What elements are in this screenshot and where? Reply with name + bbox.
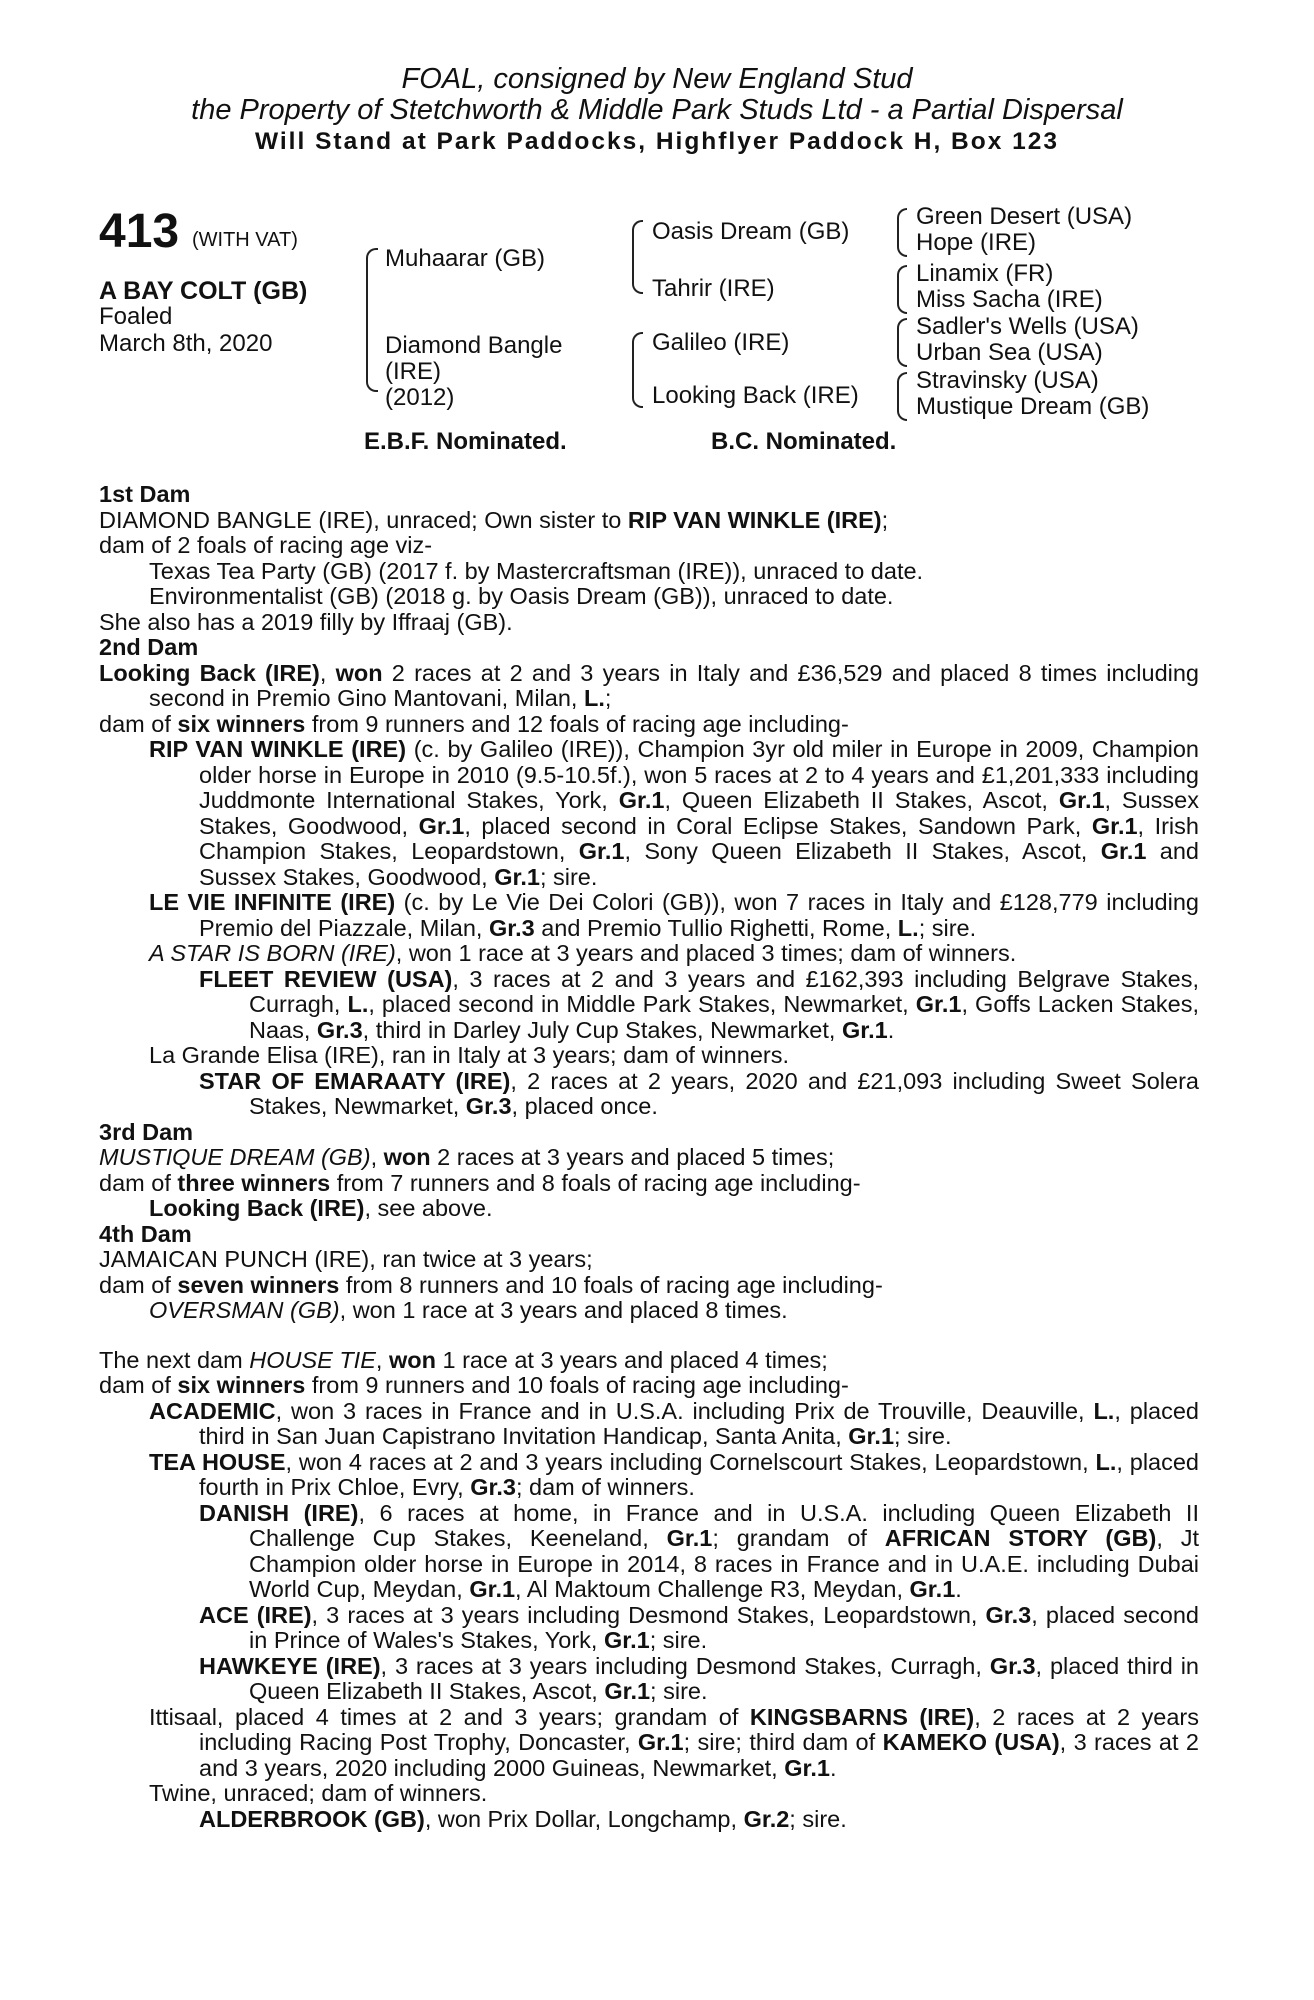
ss-brace (897, 208, 907, 257)
dam-entry: JAMAICAN PUNCH (IRE), ran twice at 3 years; (99, 1246, 593, 1272)
sd-brace (897, 265, 907, 314)
ebf-nominated: E.B.F. Nominated. (364, 428, 567, 455)
stand-line: Will Stand at Park Paddocks, Highflyer Paddock H, Box 123 (254, 128, 1060, 155)
foaled-date: March 8th, 2020 (99, 330, 273, 357)
produce-entry: TEA HOUSE, won 4 races at 2 and 3 years including Cornelscourt Stakes, Leopardstown, L., placed fourth in Prix Chloe, Evry, Gr.3; dam of winners. (149, 1448, 1200, 1500)
sire-name: Muhaarar (GB) (385, 245, 546, 272)
lot-vat: (WITH VAT) (192, 229, 298, 251)
property-line: the Property of Stetchworth & Middle Park Studs Ltd - a Partial Dispersal (191, 94, 1123, 126)
pedigree-body (99, 482, 1199, 1832)
dam-summary: dam of three winners from 7 runners and 8 foals of racing age including- (99, 1169, 861, 1196)
ds-brace (897, 318, 907, 367)
produce-entry: HAWKEYE (IRE), 3 races at 3 years including Desmond Stakes, Curragh, Gr.3, placed third in Queen Elizabeth II Stakes, Ascot, Gr.1; sire. (199, 1652, 1200, 1704)
produce-entry: Twine, unraced; dam of winners. (149, 1780, 488, 1806)
sd-dam: Miss Sacha (IRE) (916, 286, 1103, 313)
dam-name-line3: (2012) (385, 384, 455, 411)
sire-parents-brace (632, 220, 643, 294)
foaled-label: Foaled (99, 303, 173, 330)
dd-dam: Mustique Dream (GB) (916, 393, 1150, 420)
ds-sire: Sadler's Wells (USA) (916, 313, 1139, 340)
section-heading-2nd-dam: 2nd Dam (99, 634, 199, 660)
dam-sire: Galileo (IRE) (652, 329, 790, 356)
dam-summary: dam of seven winners from 8 runners and 10 foals of racing age including- (99, 1271, 883, 1298)
produce-entry: ALDERBROOK (GB), won Prix Dollar, Longchamp, Gr.2; sire. (199, 1805, 847, 1832)
produce-entry: A STAR IS BORN (IRE), won 1 race at 3 years and placed 3 times; dam of winners. (149, 940, 1017, 966)
dam-summary: dam of 2 foals of racing age viz- (99, 532, 433, 558)
section-heading-3rd-dam: 3rd Dam (99, 1118, 194, 1145)
bc-nominated: B.C. Nominated. (711, 428, 897, 455)
produce-entry: OVERSMAN (GB), won 1 race at 3 years and placed 8 times. (149, 1297, 788, 1323)
dam-entry: MUSTIQUE DREAM (GB), won 2 races at 3 years and placed 5 times; (99, 1144, 835, 1170)
produce-entry: Ittisaal, placed 4 times at 2 and 3 years; grandam of KINGSBARNS (IRE), 2 races at 2 years including Racing Post Trophy, Doncaster, Gr.1; sire; third dam of KAMEKO (USA), 3 races at 2 and 3 years, 2020 including 2000 Guineas, Newmarket, Gr.1. (149, 1703, 1199, 1781)
produce-entry: Looking Back (IRE), see above. (149, 1195, 493, 1221)
produce-entry: La Grande Elisa (IRE), ran in Italy at 3 years; dam of winners. (149, 1042, 789, 1068)
section-heading-4th-dam: 4th Dam (99, 1220, 192, 1247)
produce-entry: STAR OF EMARAATY (IRE), 2 races at 2 years, 2020 and £21,093 including Sweet Solera Stakes, Newmarket, Gr.3, placed once. (199, 1067, 1199, 1119)
dd-brace (897, 372, 907, 421)
produce-entry: Environmentalist (GB) (2018 g. by Oasis Dream (GB)), unraced to date. (149, 583, 894, 609)
dam-name-line1: Diamond Bangle (385, 332, 563, 359)
produce-entry: FLEET REVIEW (USA), 3 races at 2 and 3 years and £162,393 including Belgrave Stakes, Curragh, L., placed second in Middle Park Stakes, Newmarket, Gr.1, Goffs Lacken Stakes, Naas, Gr.3, third in Darley July Cup Stakes, Newmarket, Gr.1. (199, 965, 1199, 1043)
section-heading-1st-dam: 1st Dam (99, 481, 191, 507)
sd-sire: Linamix (FR) (916, 260, 1054, 287)
produce-entry: ACE (IRE), 3 races at 3 years including Desmond Stakes, Leopardstown, Gr.3, placed second in Prince of Wales's Stakes, York, Gr.1; sire. (199, 1601, 1199, 1653)
lot-title: A BAY COLT (GB) (99, 277, 308, 305)
sire-sire: Oasis Dream (GB) (652, 218, 850, 245)
dd-sire: Stravinsky (USA) (916, 367, 1099, 394)
dam-entry: Looking Back (IRE), won 2 races at 2 and 3 years in Italy and £36,529 and placed 8 times including second in Premio Gino Mantovani, Milan, L.; (99, 659, 1200, 711)
parents-brace (366, 248, 378, 392)
dam-summary: dam of six winners from 9 runners and 12 foals of racing age including- (99, 710, 849, 737)
ss-sire: Green Desert (USA) (916, 203, 1133, 230)
consignor-line: FOAL, consigned by New England Stud (401, 63, 913, 95)
produce-entry: Texas Tea Party (GB) (2017 f. by Mastercraftsman (IRE)), unraced to date. (149, 557, 924, 584)
ss-dam: Hope (IRE) (916, 229, 1037, 256)
produce-note: She also has a 2019 filly by Iffraaj (GB). (99, 608, 513, 635)
dam-parents-brace (632, 332, 643, 408)
dam-entry: DIAMOND BANGLE (IRE), unraced; Own sister to RIP VAN WINKLE (IRE); (99, 506, 889, 533)
dam-summary: dam of six winners from 9 runners and 10 foals of racing age including- (99, 1372, 849, 1398)
ds-dam: Urban Sea (USA) (916, 339, 1103, 366)
dam-dam: Looking Back (IRE) (652, 382, 859, 409)
produce-entry: DANISH (IRE), 6 races at home, in France and in U.S.A. including Queen Elizabeth II Challenge Cup Stakes, Keeneland, Gr.1; grandam of AFRICAN STORY (GB), Jt Champion older horse in Europe in 2014, 8 races in France and in U.A.E. including Dubai World Cup, Meydan, Gr.1, Al Maktoum Challenge R3, Meydan, Gr.1. (199, 1499, 1199, 1602)
lot-number: 413 (99, 205, 180, 258)
produce-entry: LE VIE INFINITE (IRE) (c. by Le Vie Dei Colori (GB)), won 7 races in Italy and £128,779 including Premio del Piazzale, Milan, Gr.3 and Premio Tullio Righetti, Rome, L.; sire. (149, 889, 1199, 941)
sire-dam: Tahrir (IRE) (652, 275, 775, 302)
dam-name-line2: (IRE) (385, 358, 441, 385)
produce-entry: RIP VAN WINKLE (IRE) (c. by Galileo (IRE)), Champion 3yr old miler in Europe in 2009, Champion older horse in Europe in 2010 (9.5-10.5f.), won 5 races at 2 to 4 years and £1,201,333 including Juddmonte International Stakes, York, Gr.1, Queen Elizabeth II Stakes, Ascot, Gr.1, Sussex Stakes, Goodwood, Gr.1, placed second in Coral Eclipse Stakes, Sandown Park, Gr.1, Irish Champion Stakes, Leopardstown, Gr.1, Sony Queen Elizabeth II Stakes, Ascot, Gr.1 and Sussex Stakes, Goodwood, Gr.1; sire. (149, 736, 1200, 890)
next-dam-entry: The next dam HOUSE TIE, won 1 race at 3 years and placed 4 times; (99, 1346, 828, 1373)
produce-entry: ACADEMIC, won 3 races in France and in U.S.A. including Prix de Trouville, Deauville, L., placed third in San Juan Capistrano Invitation Handicap, Santa Anita, Gr.1; sire. (149, 1397, 1199, 1449)
